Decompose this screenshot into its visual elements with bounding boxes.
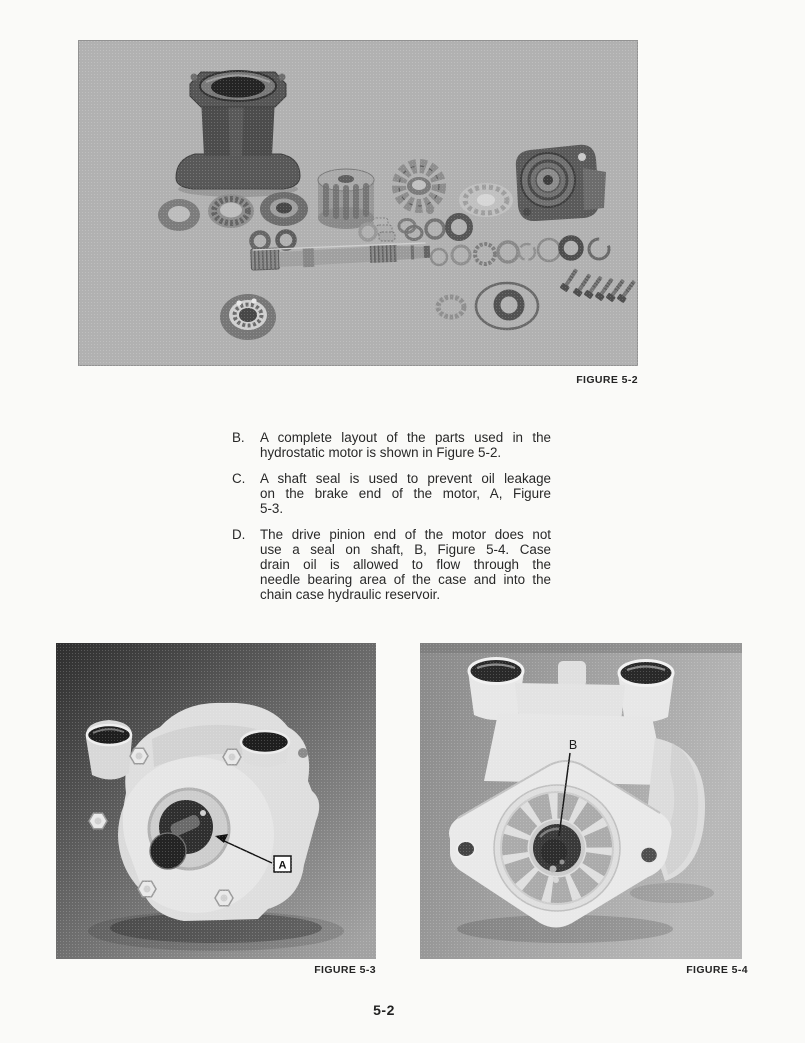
figure-5-2-photo — [78, 40, 638, 366]
parts-layout-illustration — [78, 40, 638, 366]
item-letter: C. — [232, 471, 246, 486]
end-cap-assembly — [516, 145, 606, 221]
figure-5-3-caption: FIGURE 5-3 — [314, 964, 376, 976]
text-line: needle bearing area of the case and into the — [260, 572, 551, 587]
figure-5-2-caption: FIGURE 5-2 — [576, 374, 638, 386]
cap-screws — [560, 267, 638, 303]
text-line: hydrostatic motor is shown in Figure 5-2. — [260, 445, 502, 460]
text-line: 5-3. — [260, 501, 284, 516]
figure-5-4-photo — [420, 643, 742, 959]
thrust-washer — [158, 199, 200, 231]
text-line: A shaft seal is used to prevent oil leakage — [260, 471, 551, 486]
needle-bearing — [220, 294, 276, 340]
text-line: use a seal on shaft, B, Figure 5-4. Case — [260, 542, 551, 557]
seal-ring-group — [438, 283, 538, 329]
drive-shaft — [251, 243, 431, 270]
text-line: drain oil is allowed to flow through the — [260, 557, 551, 572]
piston-rotor-assembly — [399, 166, 439, 214]
label-a-text: A — [278, 859, 287, 872]
text-line: The drive pinion end of the motor does not — [260, 527, 551, 542]
motor-housing — [176, 71, 300, 197]
text-line: A complete layout of the parts used in the — [260, 430, 551, 445]
retaining-rings-row — [431, 238, 609, 265]
list-item-c — [232, 471, 551, 516]
list-item-d — [232, 527, 551, 602]
pinion-end-illustration — [420, 643, 742, 959]
text-line: chain case hydraulic reservoir. — [260, 587, 441, 602]
text-line: on the brake end of the motor, A, Figure — [260, 486, 551, 501]
list-item-b — [232, 430, 551, 460]
label-b-text: B — [568, 738, 578, 752]
figure-5-4-caption: FIGURE 5-4 — [686, 964, 748, 976]
item-letter: D. — [232, 527, 246, 542]
body-text — [232, 430, 551, 613]
brake-end-illustration — [56, 643, 376, 959]
pinion-shaft-area — [494, 785, 620, 911]
cylinder-block — [318, 169, 374, 229]
shaft-seal-part — [260, 192, 308, 226]
label-a — [274, 856, 291, 872]
shaft-seal-area — [149, 789, 229, 869]
cam-plate — [459, 183, 513, 217]
thrust-bearing — [208, 194, 254, 228]
figure-5-3-photo — [56, 643, 376, 959]
page-number: 5-2 — [373, 1002, 395, 1018]
item-letter: B. — [232, 430, 245, 445]
